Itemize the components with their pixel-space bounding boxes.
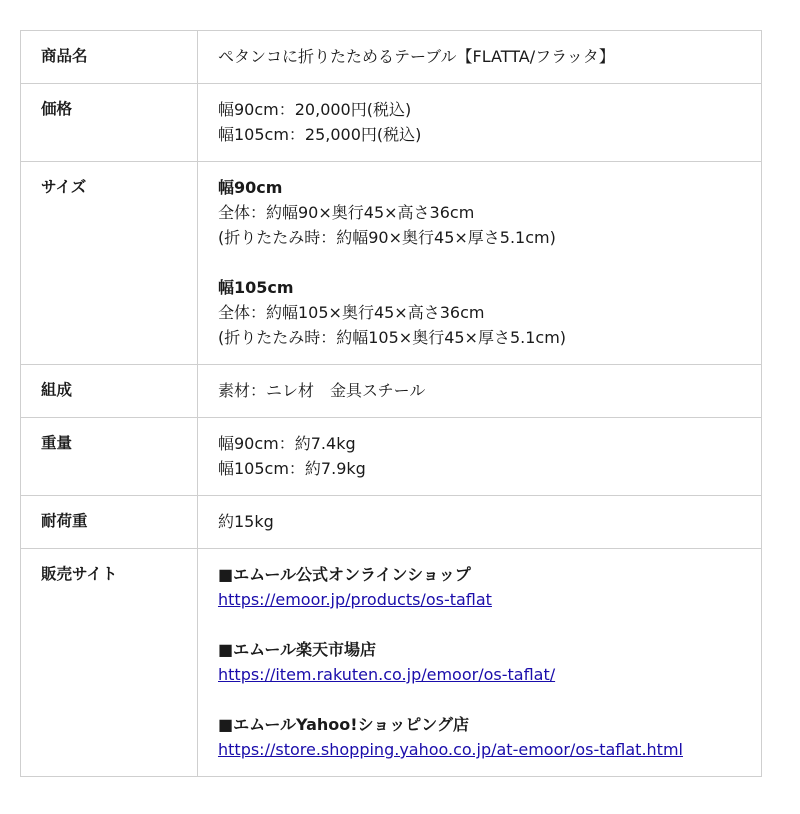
spec-row-shops [21, 549, 762, 777]
spec-value-product-name [198, 31, 762, 84]
size-105cm-heading: 幅105cm [218, 278, 294, 297]
composition-text: 素材：ニレ材 金具スチール [218, 381, 426, 400]
price-105cm: 幅105cm：25,000円(税込) [218, 125, 422, 144]
size-105cm-overall: 全体：約幅105×奥行45×高さ36cm [218, 303, 485, 322]
shop-official-link[interactable]: https://emoor.jp/products/os-taflat [218, 590, 492, 609]
shop-yahoo-name: ■エムールYahoo!ショッピング店 [218, 715, 469, 734]
spec-label-weight: 重量 [21, 418, 198, 496]
spec-value-weight [198, 418, 762, 496]
spec-row-product-name [21, 31, 762, 84]
weight-90cm: 幅90cm：約7.4kg [218, 434, 356, 453]
spec-label-load-capacity: 耐荷重 [21, 496, 198, 549]
spec-label-size: サイズ [21, 162, 198, 365]
spec-row-composition [21, 365, 762, 418]
spec-value-shops [198, 549, 762, 777]
price-90cm: 幅90cm：20,000円(税込) [218, 100, 412, 119]
size-90cm-folded: (折りたたみ時：約幅90×奥行45×厚さ5.1cm) [218, 228, 556, 247]
spec-label-composition: 組成 [21, 365, 198, 418]
spec-label-product-name: 商品名 [21, 31, 198, 84]
spec-row-price [21, 84, 762, 162]
shops-spacer-1 [218, 612, 741, 637]
load-capacity-text: 約15kg [218, 512, 274, 531]
spec-row-weight [21, 418, 762, 496]
size-90cm-overall: 全体：約幅90×奥行45×高さ36cm [218, 203, 475, 222]
spec-value-composition [198, 365, 762, 418]
size-spacer [218, 250, 741, 275]
spec-label-shops: 販売サイト [21, 549, 198, 777]
spec-value-load-capacity [198, 496, 762, 549]
spec-value-size [198, 162, 762, 365]
product-name-text: ペタンコに折りたためるテーブル【FLATTA/フラッタ】 [218, 47, 615, 66]
product-spec-table [20, 30, 762, 777]
shop-rakuten-link[interactable]: https://item.rakuten.co.jp/emoor/os-taflat/ [218, 665, 556, 684]
shop-yahoo-link[interactable]: https://store.shopping.yahoo.co.jp/at-emoor/os-taflat.html [218, 740, 683, 759]
spec-value-price [198, 84, 762, 162]
weight-105cm: 幅105cm：約7.9kg [218, 459, 366, 478]
shop-rakuten-name: ■エムール楽天市場店 [218, 640, 376, 659]
shop-official-name: ■エムール公式オンラインショップ [218, 565, 471, 584]
shops-spacer-2 [218, 687, 741, 712]
spec-label-price: 価格 [21, 84, 198, 162]
spec-row-load-capacity [21, 496, 762, 549]
size-105cm-folded: (折りたたみ時：約幅105×奥行45×厚さ5.1cm) [218, 328, 567, 347]
spec-row-size [21, 162, 762, 365]
size-90cm-heading: 幅90cm [218, 178, 283, 197]
